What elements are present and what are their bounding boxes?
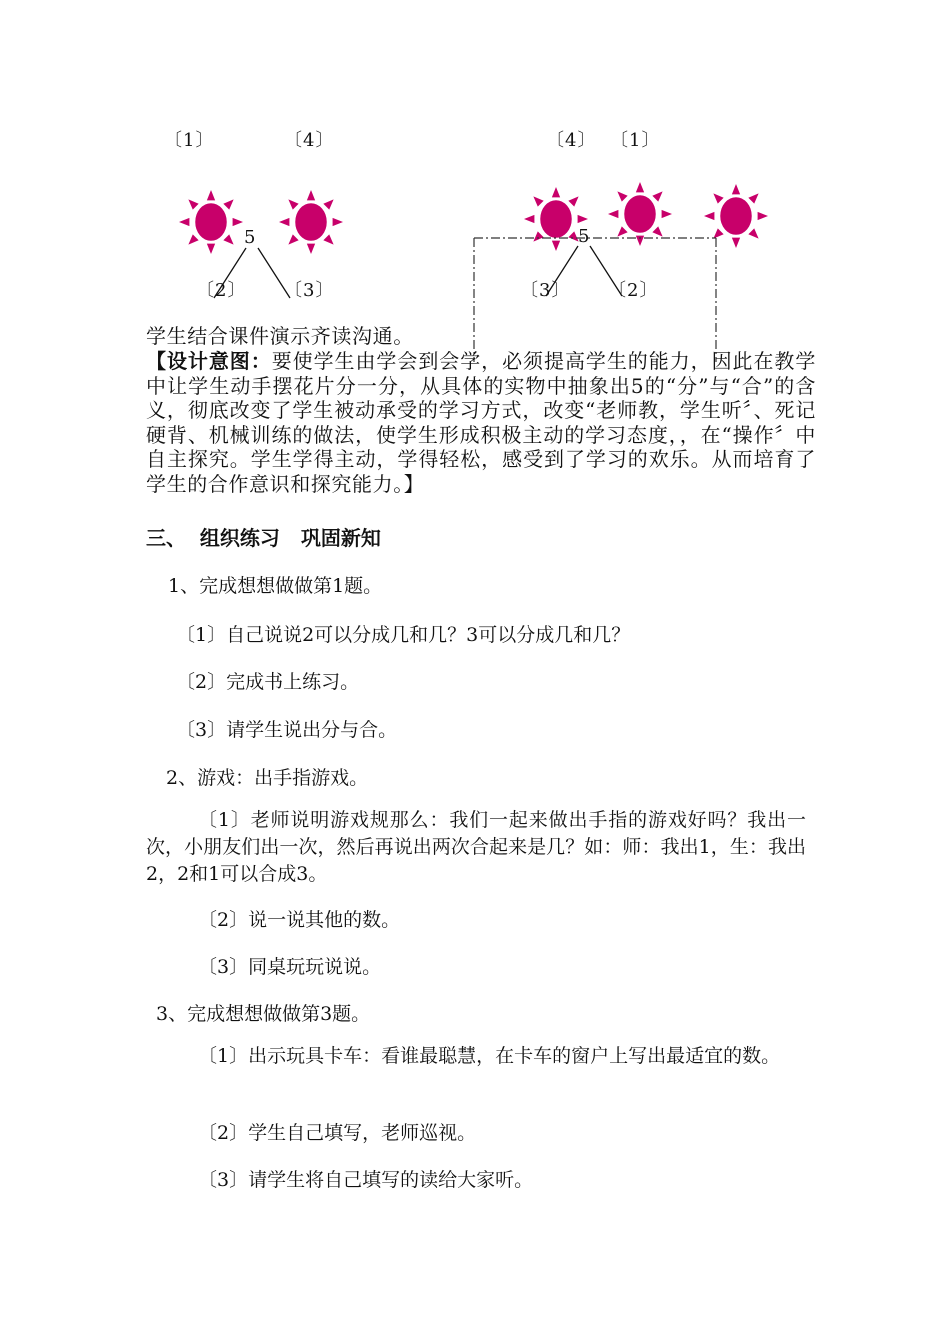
sun-ray bbox=[223, 234, 233, 244]
sun-ray bbox=[578, 215, 588, 223]
sun-ray bbox=[732, 238, 740, 248]
right-bottom-label-2: 〔2〕 bbox=[608, 280, 659, 301]
sun-ray bbox=[207, 190, 215, 200]
sun-ray bbox=[533, 231, 543, 241]
sun-ray bbox=[333, 218, 343, 226]
exercise-3-step-1: 〔1〕出示玩具卡车：看谁最聪慧，在卡车的窗户上写出最适宜的数。 bbox=[198, 1045, 781, 1067]
left-bottom-label-1: 〔2〕 bbox=[196, 280, 247, 301]
exercise-1-step-1: 〔1〕自己说说2可以分成几和几？3可以分成几和几？ bbox=[176, 624, 631, 646]
sun-ray bbox=[608, 210, 618, 218]
sun-ray bbox=[568, 196, 578, 206]
sun-ray bbox=[662, 210, 672, 218]
sun-ray bbox=[307, 190, 315, 200]
sun-ray bbox=[748, 193, 758, 203]
sun-ray bbox=[704, 212, 714, 220]
right-top-label-2: 〔1〕 bbox=[610, 130, 661, 151]
left-bottom-label-2: 〔3〕 bbox=[284, 280, 335, 301]
sun-ray bbox=[307, 244, 315, 254]
design-intent-label: 【设计意图： bbox=[146, 349, 272, 373]
section-heading: 三、 组织练习 巩固新知 bbox=[146, 526, 381, 550]
sun-ray bbox=[732, 184, 740, 194]
sun-flower-1 bbox=[179, 190, 243, 254]
sun-ray bbox=[279, 218, 289, 226]
sun-ray bbox=[179, 218, 189, 226]
sun-ray bbox=[758, 212, 768, 220]
sun-ray bbox=[748, 228, 758, 238]
design-intent-paragraph bbox=[146, 349, 816, 496]
sun-ray bbox=[713, 193, 723, 203]
right-center-number: 5 bbox=[578, 226, 591, 247]
left-center-number: 5 bbox=[244, 227, 257, 248]
sun-ray bbox=[323, 234, 333, 244]
sun-ray bbox=[617, 226, 627, 236]
exercise-2-step-2: 〔2〕说一说其他的数。 bbox=[198, 909, 401, 931]
sun-ray bbox=[713, 228, 723, 238]
sun-ray bbox=[323, 199, 333, 209]
sun-center bbox=[719, 196, 753, 236]
sun-ray bbox=[652, 226, 662, 236]
sun-ray bbox=[207, 244, 215, 254]
sun-center bbox=[539, 199, 573, 239]
right-top-label-1: 〔4〕 bbox=[546, 130, 597, 151]
exercise-2-step-3: 〔3〕同桌玩玩说说。 bbox=[198, 956, 382, 978]
design-intent-text: 要使学生由学会到会学，必须提高学生的能力，因此在教学中让学生动手摆花片分一分，从具体的实物中抽象出5的“分”与“合”的含义，彻底改变了学生被动承受的学习方式，改变“老师教，学生听〞、死记硬背、机械训练的做法，使学生形成积极主动的学习态度，，在“操作〞中自主探究。学生学得主动，学得轻松，感受到了学习的欢乐。从而培育了学生的合作意识和探究能力。】 bbox=[146, 349, 816, 496]
sun-ray bbox=[188, 199, 198, 209]
sun-flower-2 bbox=[279, 190, 343, 254]
left-top-label-2: 〔4〕 bbox=[284, 130, 335, 151]
sun-ray bbox=[533, 196, 543, 206]
right-bottom-label-1: 〔3〕 bbox=[520, 280, 571, 301]
sun-ray bbox=[288, 199, 298, 209]
exercise-1-title: 1、完成想想做做第1题。 bbox=[168, 575, 383, 597]
sun-center bbox=[194, 202, 228, 242]
sun-ray bbox=[524, 215, 534, 223]
sun-ray bbox=[188, 234, 198, 244]
left-top-label-1: 〔1〕 bbox=[164, 130, 215, 151]
sun-ray bbox=[552, 187, 560, 197]
sun-ray bbox=[552, 241, 560, 251]
exercise-2-step-1: 〔1〕老师说明游戏规那么：我们一起来做出手指的游戏好吗？我出一次，小朋友们出一次，然后再说出两次合起来是几？如：师：我出1，生：我出2，2和1可以合成3。 bbox=[146, 809, 806, 885]
sun-flower-4 bbox=[608, 182, 672, 246]
sun-center bbox=[623, 194, 657, 234]
sun-center bbox=[294, 202, 328, 242]
sun-ray bbox=[223, 199, 233, 209]
exercise-1-step-2: 〔2〕完成书上练习。 bbox=[176, 671, 360, 693]
sun-ray bbox=[636, 182, 644, 192]
demo-line: 学生结合课件演示齐读沟通。 bbox=[146, 324, 414, 348]
exercise-3-step-2: 〔2〕学生自己填写，老师巡视。 bbox=[198, 1122, 477, 1144]
exercise-3-title: 3、完成想想做做第3题。 bbox=[156, 1003, 371, 1025]
exercise-2-title: 2、游戏：出手指游戏。 bbox=[166, 767, 369, 789]
sun-ray bbox=[636, 236, 644, 246]
sun-ray bbox=[288, 234, 298, 244]
exercise-1-step-3: 〔3〕请学生说出分与合。 bbox=[176, 719, 398, 741]
sun-ray bbox=[652, 191, 662, 201]
exercise-3-step-3: 〔3〕请学生将自己填写的读给大家听。 bbox=[198, 1169, 534, 1191]
sun-ray bbox=[617, 191, 627, 201]
sun-ray bbox=[233, 218, 243, 226]
